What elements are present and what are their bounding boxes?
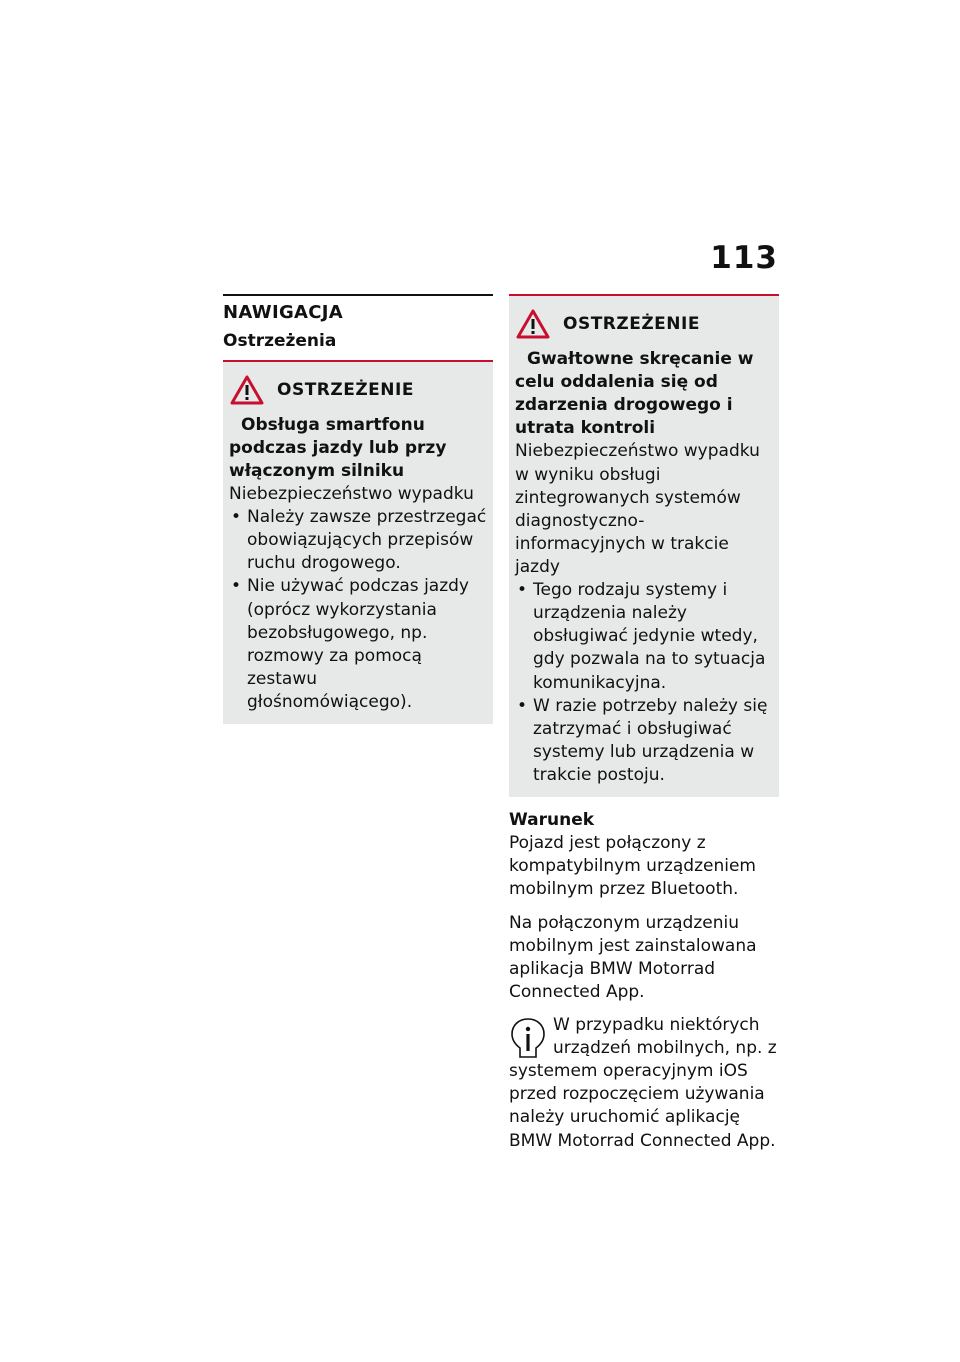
info-icon: [509, 1016, 547, 1060]
warning-label: OSTRZEŻENIE: [277, 379, 414, 400]
list-item: • Należy zawsze przestrzegać obowiązujących przepisów ruchu drogowego.: [229, 506, 487, 575]
info-text: W przypadku niektórych urządzeń mobilnych, np. z systemem operacyjnym iOS przed rozpoczęciem używania należy uruchomić aplikację BMW Motorrad Connected App.: [509, 1014, 777, 1151]
list-item: • W razie potrzeby należy się zatrzymać i obsługiwać systemy lub urządzenia w trakcie postoju.: [515, 695, 773, 787]
warning-box: [509, 296, 779, 797]
list-item: • Tego rodzaju systemy i urządzenia należy obsługiwać jedynie wtedy, gdy pozwala na to sytuacja komunikacyjna.: [515, 579, 773, 695]
warning-header: [223, 374, 493, 406]
page-number: 113: [710, 240, 778, 276]
warning-title: Gwałtowne skręcanie w celu oddalenia się od zdarzenia drogowego i utrata kontroli: [515, 349, 754, 439]
warning-box: [223, 362, 493, 724]
info-note: [509, 1014, 779, 1153]
subsection-title: Ostrzeżenia: [223, 330, 337, 351]
condition-heading: Warunek: [509, 810, 595, 831]
warning-triangle-icon: [229, 374, 265, 406]
warning-title: Obsługa smartfonu podczas jazdy lub przy włączonym silniku: [229, 414, 447, 481]
section-rule: [223, 294, 493, 296]
warning-bullet-list: [509, 579, 779, 787]
condition-text: Na połączonym urządzeniu mobilnym jest zainstalowana aplikacja BMW Motorrad Connected App.: [509, 912, 757, 1002]
warning-subtitle: Niebezpieczeństwo wypadku w wyniku obsługi zintegrowanych systemów diagnostyczno-informacyjnych w trakcie jazdy: [515, 441, 760, 577]
right-column: [509, 294, 779, 1163]
section-title: NAWIGACJA: [223, 302, 343, 323]
condition-text: Pojazd jest połączony z kompatybilnym urządzeniem mobilnym przez Bluetooth.: [509, 833, 756, 900]
left-column: [223, 294, 493, 724]
warning-bullet-list: [223, 506, 493, 714]
warning-triangle-icon: [515, 308, 551, 340]
warning-header: [509, 308, 779, 340]
warning-subtitle: Niebezpieczeństwo wypadku: [229, 484, 474, 505]
list-item: • Nie używać podczas jazdy (oprócz wykorzystania bezobsługowego, np. rozmowy za pomocą zestawu głośnomówiącego).: [229, 575, 487, 714]
warning-label: OSTRZEŻENIE: [563, 314, 700, 334]
